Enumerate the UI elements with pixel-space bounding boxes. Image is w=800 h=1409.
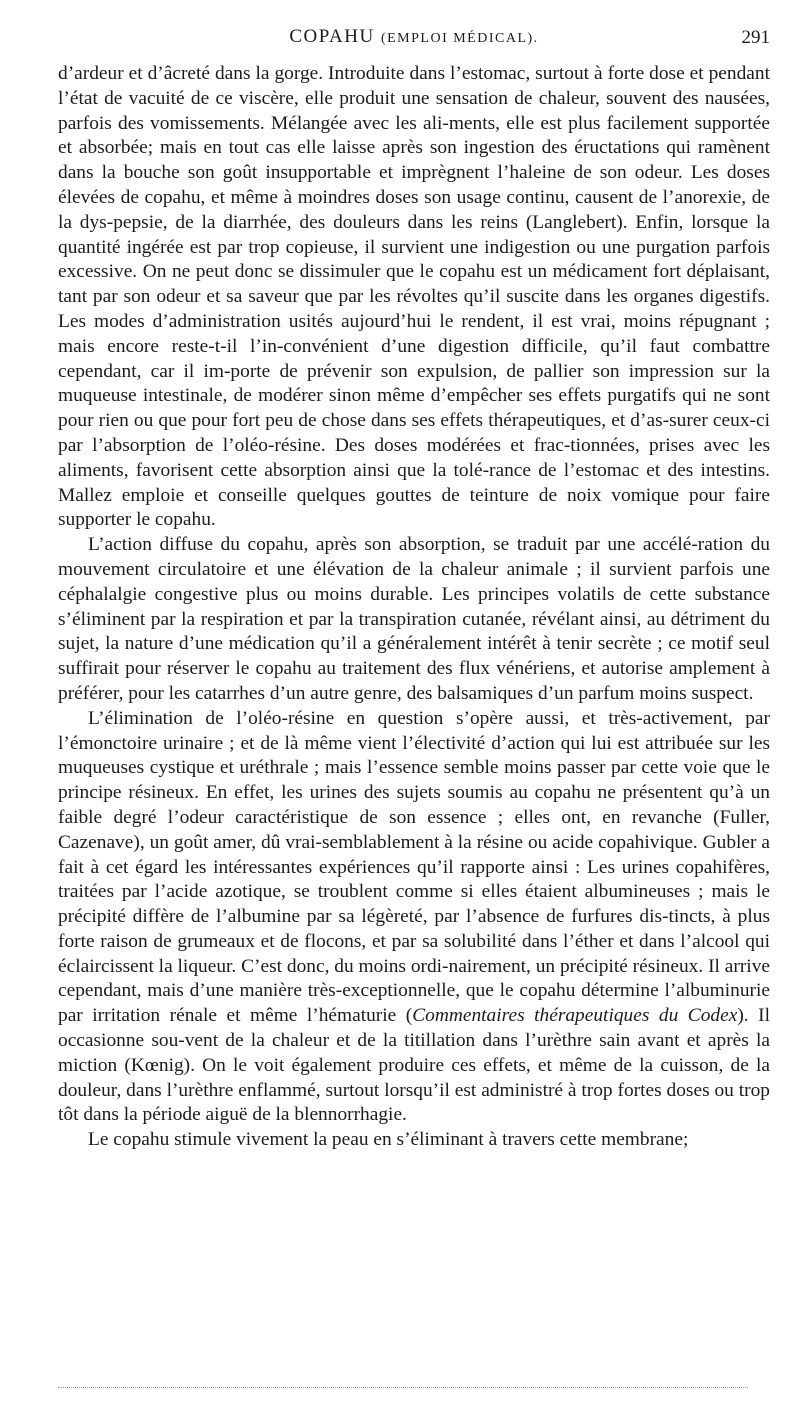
paragraph-4 <box>58 1128 770 1153</box>
running-title-subtitle: (EMPLOI MÉDICAL). <box>380 31 539 46</box>
paragraph-1 <box>58 62 770 533</box>
running-title <box>58 26 770 48</box>
paragraph-4-text: Le copahu stimule vivement la peau en s’éliminant à travers cette membrane; <box>88 1129 689 1151</box>
paragraph-1-text: d’ardeur et d’âcreté dans la gorge. Introduite dans l’estomac, surtout à forte dose et pendant l’état de vacuité de ce viscère, elle produit une sensation de chaleur, souvent des nausées, parfois des vomissements. Mélangée avec les ali-ments, elle est plus facilement supportée et absorbée; mais en tout cas elle laisse après son ingestion des éructations qui ramènent dans la bouche son goût insupportable et imprègnent l’haleine de son odeur. Les doses élevées de copahu, et même à moindres doses son usage continu, causent de l’anorexie, de la dys-pepsie, de la diarrhée, des douleurs dans les reins (Langlebert). Enfin, lorsque la quantité ingérée est par trop copieuse, il survient une indigestion ou une purgation parfois excessive. On ne peut donc se dissimuler que le copahu est un médicament fort déplaisant, tant par son odeur et sa saveur que par les révoltes qu’il suscite dans les organes digestifs. Les modes d’administration usités aujourd’hui le rendent, il est vrai, moins répugnant ; mais encore reste-t-il l’in-convénient d’une digestion difficile, qu’il faut combattre cependant, car il im-porte de prévenir son expulsion, de pallier son impression sur la muqueuse intestinale, de modérer sinon même d’empêcher ses effets purgatifs qui ne sont pour rien ou que pour fort peu de chose dans ses effets thérapeutiques, et d’as-surer ceux-ci par l’absorption de l’oléo-résine. Des doses modérées et frac-tionnées, prises avec les aliments, favorisent cette absorption ainsi que la tolé-rance de l’estomac et des intestins. Mallez emploie et conseille quelques gouttes de teinture de noix vomique pour faire supporter le copahu. <box>58 63 770 531</box>
running-title-main: COPAHU <box>289 26 375 47</box>
paragraph-3-text-after: ). Il occasionne sou-vent de la chaleur et de la titillation dans l’urèthre sain avant et après la miction (Kœnig). On le voit également produire ces effets, et même de la cuisson, de la douleur, dans l’urèthre enflammé, surtout lorsqu’il est administré à trop fortes doses ou trop tôt dans la période aiguë de la blennorrhagie. <box>58 1005 770 1126</box>
paragraph-3-text-before: L’élimination de l’oléo-résine en question s’opère aussi, et très-activement, par l’émonctoire urinaire ; et de là même vient l’électivité d’action qui lui est attribuée sur les muqueuses cystique et uréthrale ; mais l’essence semble moins passer par cette voie que le principe résineux. En effet, les urines des sujets soumis au copahu ne présentent qu’à un faible degré l’odeur caractéristique de son essence ; elles ont, en revanche (Fuller, Cazenave), un goût amer, dû vrai-semblablement à la résine ou acide copahivique. Gubler a fait à cet égard les intéressantes expériences qu’il rapporte ainsi : Les urines copahifères, traitées par l’acide azotique, se troublent comme si elles étaient albumineuses ; mais le précipité diffère de l’albumine par sa légèreté, par l’absence de furfures dis-tincts, à plus forte raison de grumeaux et de flocons, et par sa solubilité dans l’éther et dans l’alcool qui éclaircissent la liqueur. C’est donc, du moins ordi-nairement, un précipité résineux. Il arrive cependant, mais d’une manière très-exceptionnelle, que le copahu détermine l’albuminurie par irritation rénale et même l’hématurie ( <box>58 707 770 1027</box>
running-head <box>58 0 770 56</box>
paragraph-3 <box>58 707 770 1129</box>
paragraph-2 <box>58 533 770 707</box>
book-page <box>58 0 770 56</box>
paragraph-3-citation-italic: Commentaires thérapeutiques du Codex <box>412 1005 738 1027</box>
body-text <box>58 62 770 1153</box>
bottom-dotted-rule <box>58 1387 748 1388</box>
page-number: 291 <box>741 27 770 48</box>
paragraph-2-text: L’action diffuse du copahu, après son absorption, se traduit par une accélé-ration du mouvement circulatoire et une élévation de la chaleur animale ; il survient parfois une céphalalgie congestive plus ou moins durable. Les principes volatils de cette substance s’éliminent par la respiration et par la transpiration cutanée, révélant ainsi, au détriment du sujet, la nature d’une médication qu’il a généralement intérêt à tenir secrète ; ce motif seul suffirait pour réserver le copahu au traitement des flux vénériens, et autorise amplement à préférer, pour les catarrhes d’un autre genre, des balsamiques d’un parfum moins suspect. <box>58 534 770 704</box>
